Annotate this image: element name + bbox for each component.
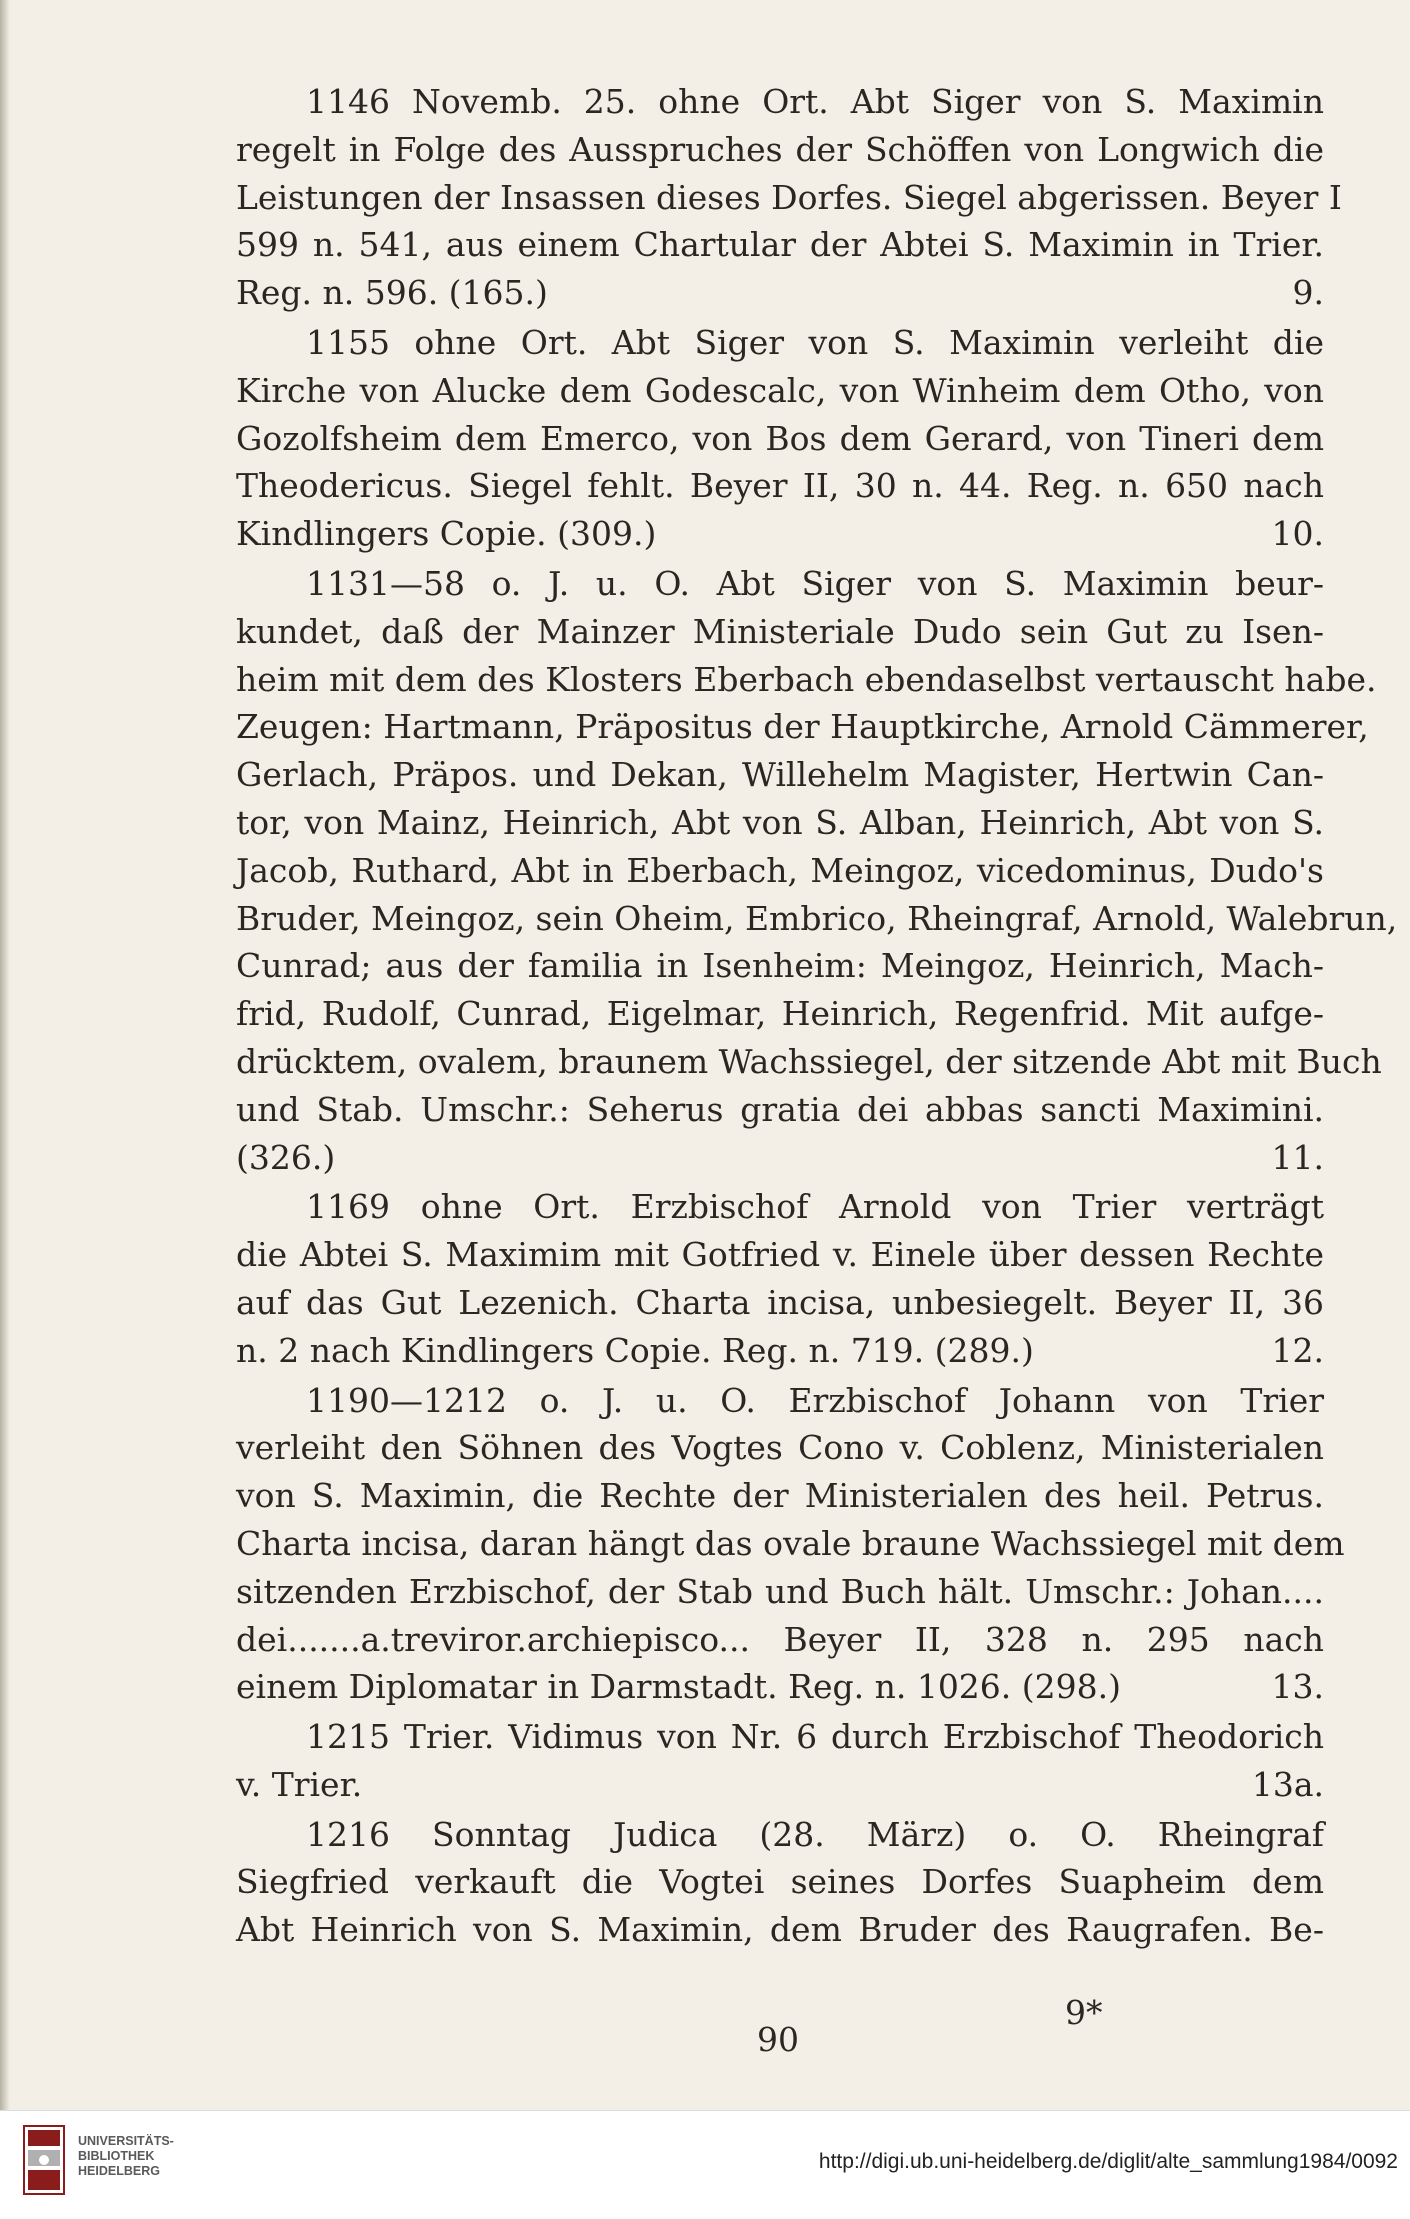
text-line: 1155 ohne Ort. Abt Siger von S. Maximin verleiht die	[306, 322, 1324, 362]
text-line	[236, 1663, 1324, 1711]
entry-13	[236, 1377, 1345, 1712]
text-line	[236, 269, 1324, 317]
text-line: Charta incisa, daran hängt das ovale braune Wachssiegel mit dem	[236, 1523, 1345, 1563]
entry-10	[236, 319, 1324, 558]
text-line: sitzenden Erzbischof, der Stab und Buch hält. Umschr.: Johan....	[236, 1571, 1324, 1611]
entry-number: 10.	[1271, 514, 1324, 554]
text-line-content: Kindlingers Copie. (309.)	[236, 514, 657, 554]
text-line: Gozolfsheim dem Emerco, von Bos dem Gerard, von Tineri dem	[236, 418, 1324, 458]
text-line: heim mit dem des Klosters Eberbach ebendaselbst vertauscht habe.	[236, 659, 1377, 699]
text-line: frid, Rudolf, Cunrad, Eigelmar, Heinrich, Regenfrid. Mit aufge-	[236, 994, 1324, 1034]
entry-number: 9.	[1292, 273, 1324, 313]
text-line: Bruder, Meingoz, sein Oheim, Embrico, Rheingraf, Arnold, Walebrun,	[236, 898, 1398, 938]
library-name-line: BIBLIOTHEK	[78, 2149, 155, 2163]
source-url-link[interactable]: http://digi.ub.uni-heidelberg.de/diglit/alte_sammlung1984/0092	[818, 2150, 1398, 2173]
text-line-content: n. 2 nach Kindlingers Copie. Reg. n. 719. (289.)	[236, 1330, 1034, 1370]
text-line: regelt in Folge des Ausspruches der Schöffen von Longwich die	[236, 129, 1324, 169]
text-line: Zeugen: Hartmann, Präpositus der Hauptkirche, Arnold Cämmerer,	[236, 707, 1369, 747]
text-line: von S. Maximin, die Rechte der Ministerialen des heil. Petrus.	[236, 1476, 1324, 1516]
text-line: 1215 Trier. Vidimus von Nr. 6 durch Erzbischof Theodorich	[306, 1717, 1324, 1757]
text-line-content: Reg. n. 596. (165.)	[236, 273, 548, 313]
text-line: Abt Heinrich von S. Maximin, dem Bruder des Raugrafen. Be-	[236, 1910, 1324, 1950]
text-line	[236, 1134, 1324, 1182]
text-line: dei.......a.treviror.archiepisco... Beyer II, 328 n. 295 nach	[236, 1619, 1324, 1659]
entry-number: 13.	[1271, 1667, 1324, 1707]
text-line: verleiht den Söhnen des Vogtes Cono v. Coblenz, Ministerialen	[236, 1428, 1324, 1468]
text-line: 1190—1212 o. J. u. O. Erzbischof Johann von Trier	[306, 1380, 1324, 1420]
text-line-content: einem Diplomatar in Darmstadt. Reg. n. 1026. (298.)	[236, 1667, 1122, 1707]
text-line: drücktem, ovalem, braunem Wachssiegel, der sitzende Abt mit Buch	[236, 1041, 1382, 1081]
library-name-line: HEIDELBERG	[78, 2164, 160, 2178]
text-line: 1216 Sonntag Judica (28. März) o. O. Rheingraf	[306, 1814, 1324, 1854]
text-line: 1169 ohne Ort. Erzbischof Arnold von Trier verträgt	[306, 1187, 1324, 1227]
sheet-signature: 9*	[1065, 1993, 1103, 2032]
text-line	[236, 1761, 1324, 1809]
university-seal-icon	[22, 2124, 66, 2196]
library-name	[78, 2134, 174, 2179]
text-line: 1131—58 o. J. u. O. Abt Siger von S. Maximin beur-	[306, 563, 1324, 603]
text-line: Theodericus. Siegel fehlt. Beyer II, 30 n. 44. Reg. n. 650 nach	[236, 466, 1324, 506]
entry-number: 12.	[1271, 1330, 1324, 1370]
text-line: Gerlach, Präpos. und Dekan, Willehelm Magister, Hertwin Can-	[236, 755, 1324, 795]
text-line: kundet, daß der Mainzer Ministeriale Dudo sein Gut zu Isen-	[236, 611, 1324, 651]
library-name-line: UNIVERSITÄTS-	[78, 2134, 174, 2148]
entry-14	[236, 1811, 1324, 1954]
entry-number: 13a.	[1251, 1764, 1324, 1804]
text-line: auf das Gut Lezenich. Charta incisa, unbesiegelt. Beyer II, 36	[236, 1282, 1324, 1322]
text-line-content: (326.)	[236, 1137, 336, 1177]
entry-12	[236, 1183, 1324, 1374]
text-line: Jacob, Ruthard, Abt in Eberbach, Meingoz, vicedominus, Dudo's	[236, 850, 1324, 890]
entry-number: 11.	[1271, 1137, 1324, 1177]
text-line: 1146 Novemb. 25. ohne Ort. Abt Siger von S. Maximin	[306, 82, 1324, 121]
text-line-content: v. Trier.	[236, 1764, 363, 1804]
text-line: Cunrad; aus der familia in Isenheim: Meingoz, Heinrich, Mach-	[236, 946, 1324, 986]
entry-11	[236, 560, 1398, 1181]
text-line: 599 n. 541, aus einem Chartular der Abtei S. Maximin in Trier.	[236, 225, 1324, 265]
text-line: die Abtei S. Maximim mit Gotfried v. Einele über dessen Rechte	[236, 1235, 1324, 1275]
entry-9	[236, 78, 1342, 317]
text-line: tor, von Mainz, Heinrich, Abt von S. Alban, Heinrich, Abt von S.	[236, 802, 1324, 842]
text-line	[236, 1327, 1324, 1375]
scan-edge-shadow	[0, 0, 10, 2110]
text-line: und Stab. Umschr.: Seherus gratia dei abbas sancti Maximini.	[236, 1089, 1324, 1129]
text-line: Leistungen der Insassen dieses Dorfes. Siegel abgerissen. Beyer I	[236, 177, 1342, 217]
page-number: 90	[757, 2020, 799, 2059]
page-body	[236, 78, 1398, 1956]
text-line	[236, 510, 1324, 558]
text-line: Siegfried verkauft die Vogtei seines Dorfes Suapheim dem	[236, 1862, 1324, 1902]
text-line: Kirche von Alucke dem Godescalc, von Winheim dem Otho, von	[236, 370, 1324, 410]
entry-13a	[236, 1713, 1324, 1809]
